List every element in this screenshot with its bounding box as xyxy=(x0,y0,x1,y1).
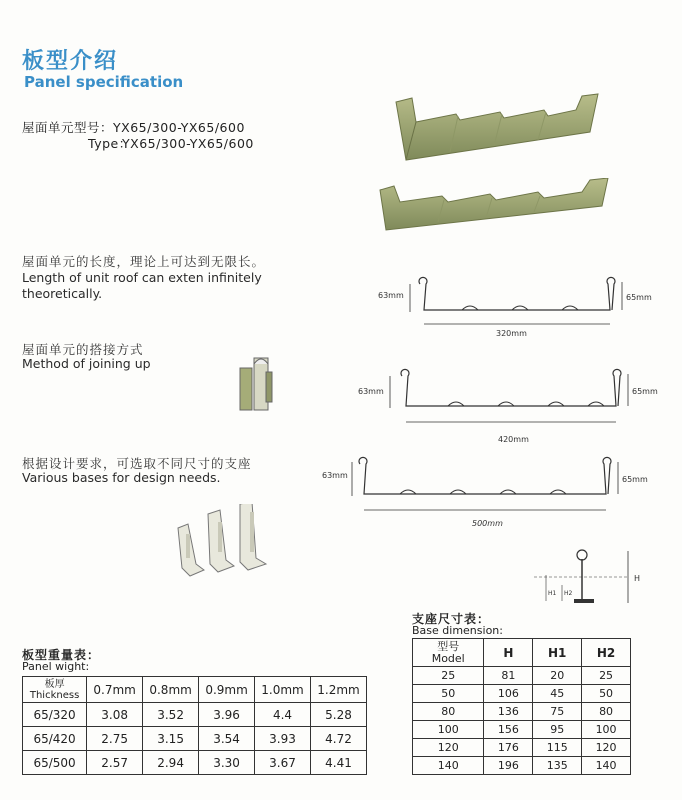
table-row: 65/500 2.57 2.94 3.30 3.67 4.41 xyxy=(23,751,367,775)
panel-weight-table xyxy=(22,676,367,775)
base-diagram-h1: H1 xyxy=(548,590,557,597)
weight-col-2: 0.9mm xyxy=(199,677,255,703)
page-title-en: Panel specification xyxy=(24,73,184,91)
panel-photo-1 xyxy=(376,92,616,164)
weight-col-1: 0.8mm xyxy=(143,677,199,703)
base-col-h: H xyxy=(484,639,533,667)
length-en-line2: theoretically. xyxy=(22,286,103,301)
profile-diagram-420 xyxy=(352,362,672,446)
weight-col-0: 0.7mm xyxy=(87,677,143,703)
base-diagram-h2: H2 xyxy=(564,590,573,597)
base-table-title-en: Base dimension: xyxy=(412,624,503,637)
page-title-cn: 板型介绍 xyxy=(22,49,119,74)
profile-diagram-320 xyxy=(372,272,652,342)
joining-clip-image xyxy=(236,354,276,412)
profile-diagram-500 xyxy=(316,452,676,536)
base-diagram-h: H xyxy=(634,574,641,583)
table-row: 65/320 3.08 3.52 3.96 4.4 5.28 xyxy=(23,703,367,727)
base-col-h2: H2 xyxy=(582,639,631,667)
base-dimension-table xyxy=(412,638,631,775)
base-col-h1: H1 xyxy=(533,639,582,667)
profile3-right-height: 65mm xyxy=(622,475,648,484)
model-cn-value: YX65/300-YX65/600 xyxy=(113,120,245,135)
base-brackets-image xyxy=(168,504,278,586)
profile2-width: 420mm xyxy=(498,435,529,444)
length-en-line1: Length of unit roof can exten infinitely xyxy=(22,270,262,285)
model-block xyxy=(22,120,254,152)
table-row: 50 106 45 50 xyxy=(413,685,631,703)
profile3-left-height: 63mm xyxy=(322,471,348,480)
base-bracket-diagram xyxy=(528,545,648,611)
profile1-width: 320mm xyxy=(496,329,527,338)
model-en-value: YX65/300-YX65/600 xyxy=(122,136,254,151)
weight-table-title-en: Panel wight: xyxy=(22,660,90,673)
profile3-width: 500mm xyxy=(472,519,503,528)
length-cn: 屋面单元的长度，理论上可达到无限长。 xyxy=(22,254,266,269)
table-row: 25 81 20 25 xyxy=(413,667,631,685)
weight-table-title-cn: 板型重量表： xyxy=(22,648,101,662)
joining-cn: 屋面单元的搭接方式 xyxy=(22,342,144,357)
table-row: 140 196 135 140 xyxy=(413,757,631,775)
joining-en: Method of joining up xyxy=(22,356,151,371)
profile1-left-height: 63mm xyxy=(378,291,404,300)
weight-table-corner: 板厚 Thickness xyxy=(23,677,87,703)
bases-cn: 根据设计要求，可选取不同尺寸的支座 xyxy=(22,456,252,471)
panel-photo-2 xyxy=(372,178,622,236)
table-row: 80 136 75 80 xyxy=(413,703,631,721)
profile2-left-height: 63mm xyxy=(358,387,384,396)
model-en-label: Type： xyxy=(88,136,132,151)
profile2-right-height: 65mm xyxy=(632,387,658,396)
base-table-corner: 型号 Model xyxy=(413,639,484,667)
table-row: 120 176 115 120 xyxy=(413,739,631,757)
base-table-title-cn: 支座尺寸表： xyxy=(412,612,491,626)
bases-en: Various bases for design needs. xyxy=(22,470,221,485)
table-row: 65/420 2.75 3.15 3.54 3.93 4.72 xyxy=(23,727,367,751)
weight-col-3: 1.0mm xyxy=(255,677,311,703)
profile1-right-height: 65mm xyxy=(626,293,652,302)
table-row: 100 156 95 100 xyxy=(413,721,631,739)
weight-col-4: 1.2mm xyxy=(310,677,366,703)
model-cn-label: 屋面单元型号： xyxy=(22,120,114,135)
